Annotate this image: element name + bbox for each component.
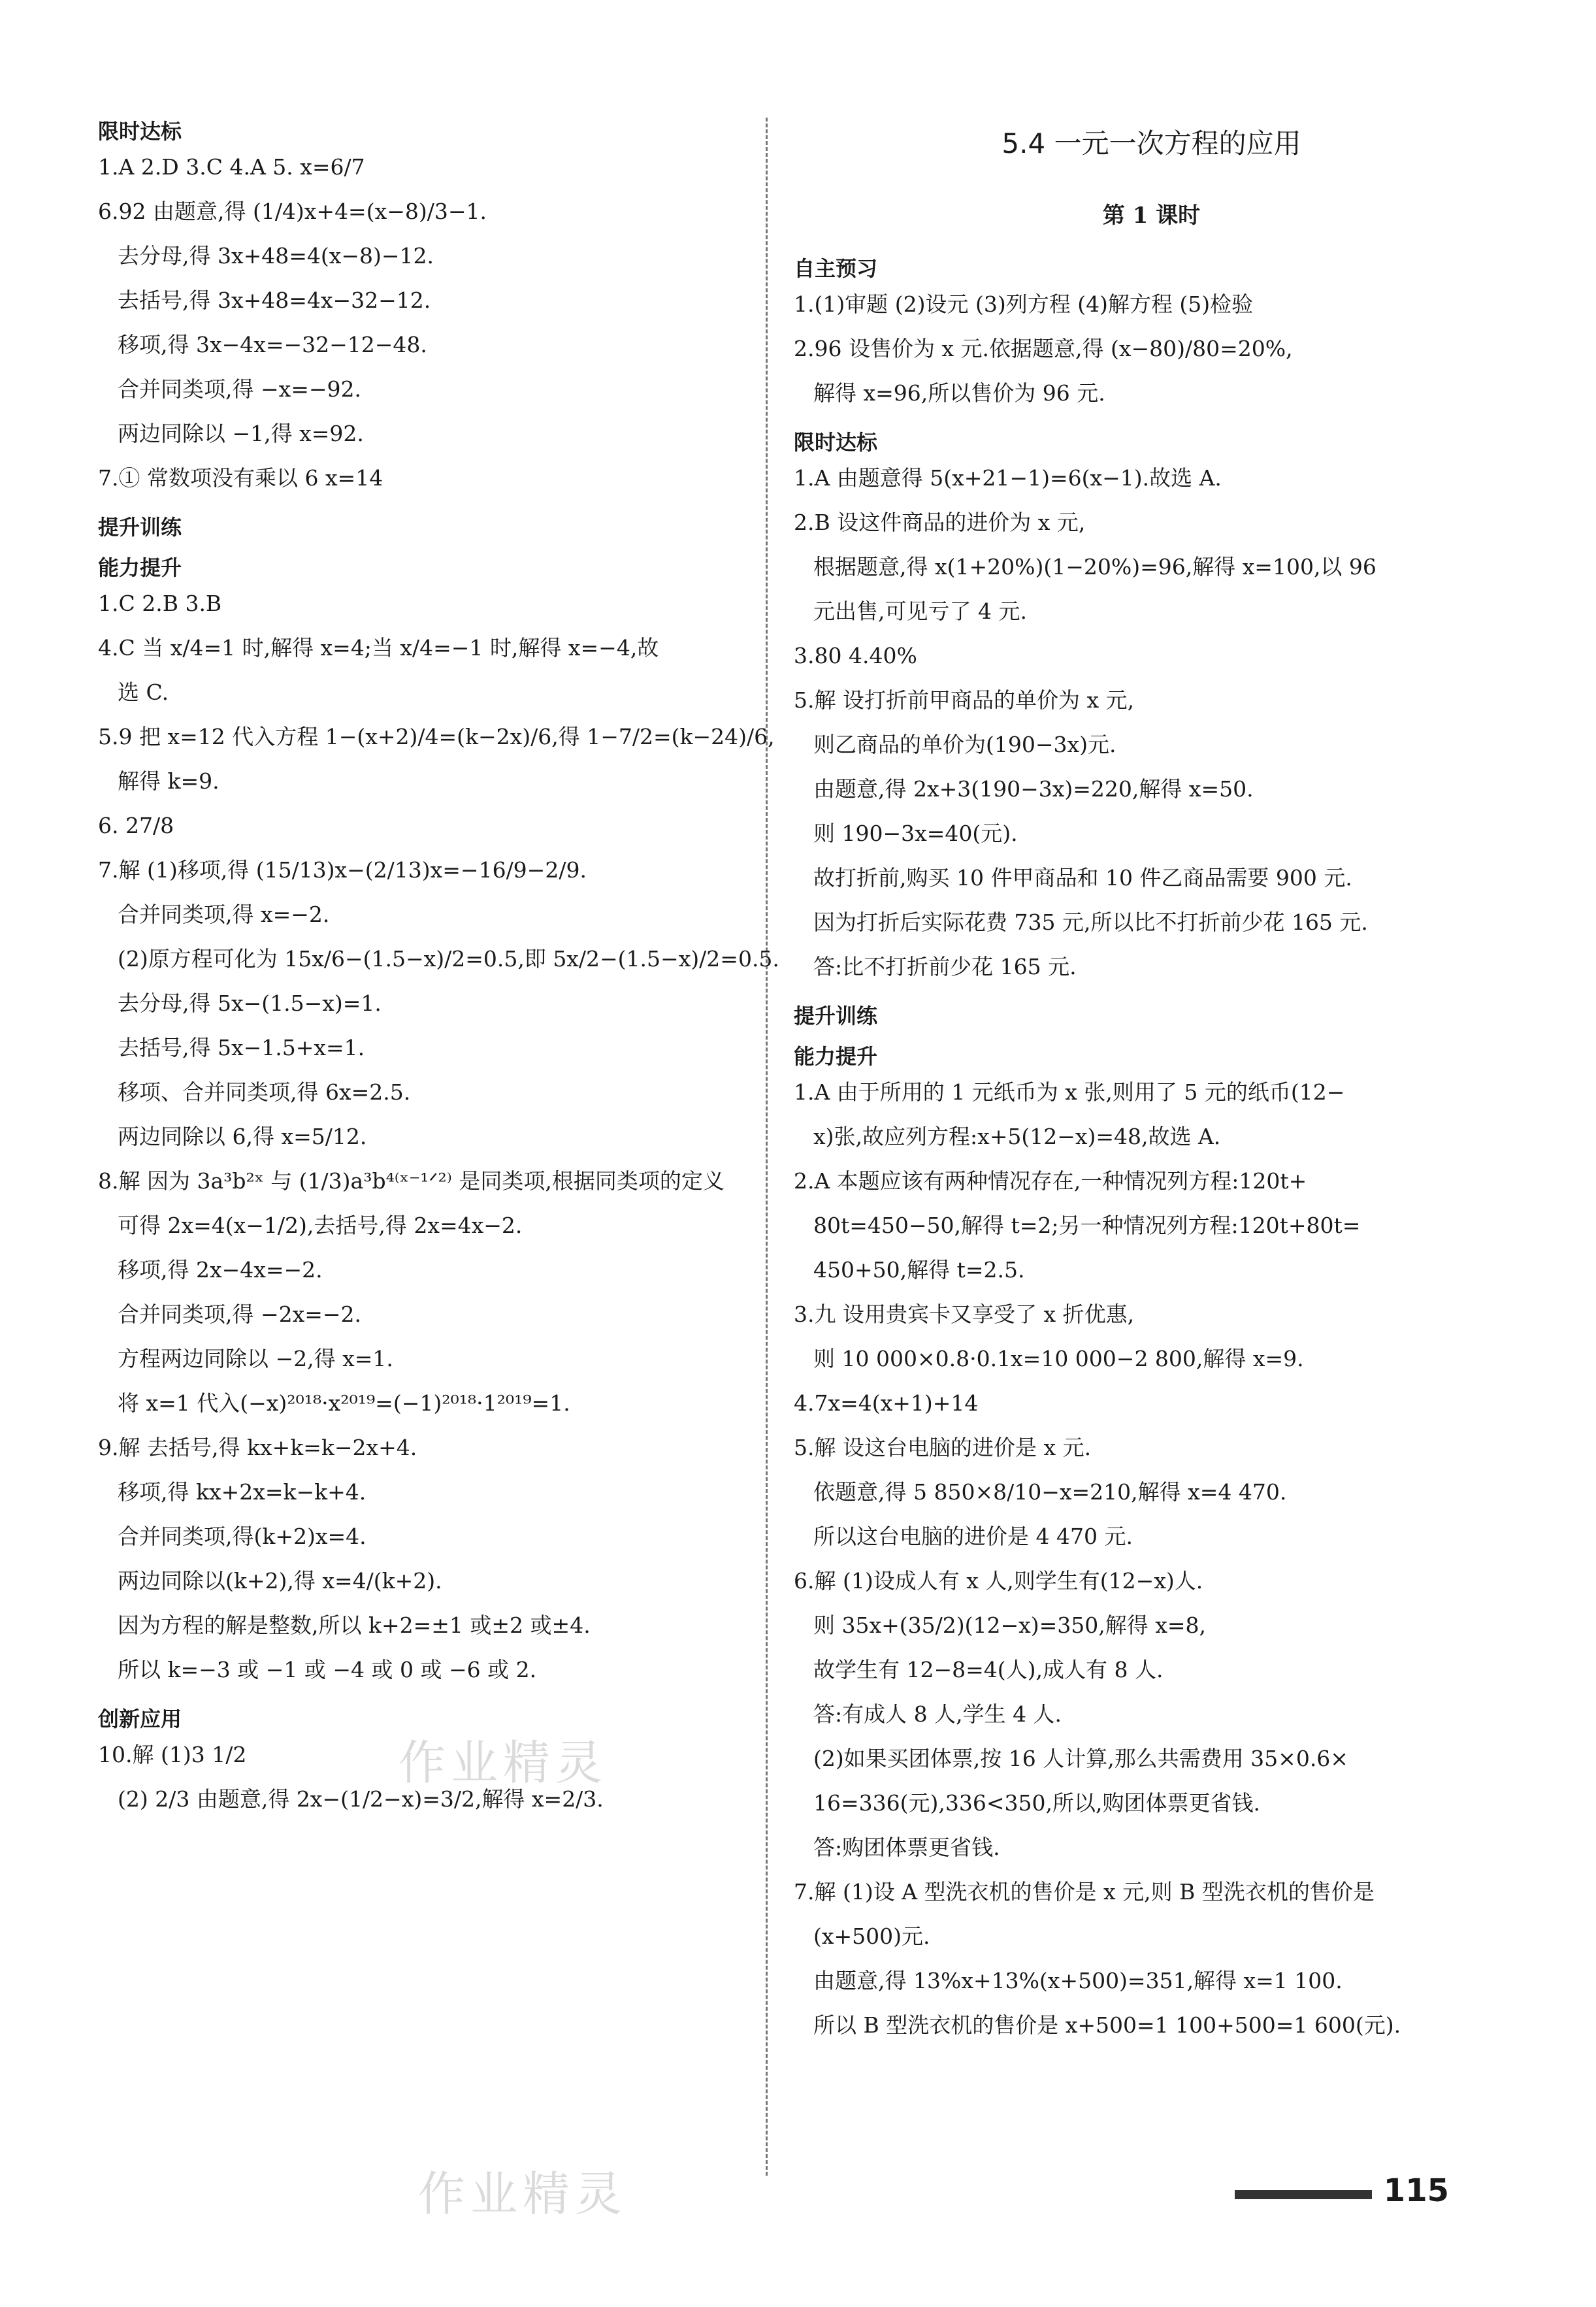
answer-line: 答:比不打折前少花 165 元.: [813, 954, 1077, 979]
answer-line: 所以 B 型洗衣机的售价是 x+500=1 100+500=1 600(元).: [813, 2012, 1401, 2038]
answer-line: 4.C 当 x/4=1 时,解得 x=4;当 x/4=−1 时,解得 x=−4,故: [98, 635, 659, 661]
answer-line: 由题意,得 13%x+13%(x+500)=351,解得 x=1 100.: [813, 1968, 1343, 1993]
answer-line: 因为方程的解是整数,所以 k+2=±1 或±2 或±4.: [118, 1612, 591, 1638]
answer-line: 6.解 (1)设成人有 x 人,则学生有(12−x)人.: [794, 1568, 1203, 1594]
answer-line: 合并同类项,得 −2x=−2.: [118, 1301, 362, 1327]
answer-line: 4.7x=4(x+1)+14: [794, 1390, 979, 1416]
page-number-bar: [1235, 2190, 1372, 2199]
answer-line: 合并同类项,得 −x=−92.: [118, 376, 362, 402]
answer-line: 移项,得 3x−4x=−32−12−48.: [118, 332, 427, 357]
answer-line: (x+500)元.: [813, 1923, 930, 1949]
lesson-subtitle: 第 1 课时: [1102, 203, 1201, 229]
watermark: 作业精灵: [399, 1735, 608, 1790]
answer-line: x)张,故应列方程:x+5(12−x)=48,故选 A.: [813, 1124, 1221, 1149]
answer-line: 可得 2x=4(x−1/2),去括号,得 2x=4x−2.: [118, 1213, 523, 1238]
section-heading: 能力提升: [794, 1044, 878, 1069]
answer-line: 1.A 由题意得 5(x+21−1)=6(x−1).故选 A.: [794, 465, 1222, 491]
answer-line: 5.解 设打折前甲商品的单价为 x 元,: [794, 687, 1135, 713]
section-heading: 提升训练: [794, 1004, 878, 1028]
answer-line: 1.(1)审题 (2)设元 (3)列方程 (4)解方程 (5)检验: [794, 291, 1254, 317]
answer-line: 则乙商品的单价为(190−3x)元.: [813, 732, 1116, 757]
answer-line: 由题意,得 2x+3(190−3x)=220,解得 x=50.: [813, 776, 1254, 802]
answer-line: 1.C 2.B 3.B: [98, 591, 222, 616]
section-heading: 能力提升: [98, 555, 182, 580]
section-heading: 创新应用: [98, 1707, 182, 1731]
answer-line: 5.9 把 x=12 代入方程 1−(x+2)/4=(k−2x)/6,得 1−7/2=(k−24)/6,: [98, 724, 775, 749]
answer-line: 合并同类项,得 x=−2.: [118, 902, 330, 927]
answer-line: 5.解 设这台电脑的进价是 x 元.: [794, 1435, 1092, 1460]
answer-line: 9.解 去括号,得 kx+k=k−2x+4.: [98, 1435, 417, 1460]
answer-line: 故学生有 12−8=4(人),成人有 8 人.: [813, 1657, 1164, 1682]
answer-line: 依题意,得 5 850×8/10−x=210,解得 x=4 470.: [813, 1479, 1287, 1505]
answer-line: 故打折前,购买 10 件甲商品和 10 件乙商品需要 900 元.: [813, 865, 1352, 891]
answer-line: 1.A 2.D 3.C 4.A 5. x=6/7: [98, 154, 365, 180]
column-divider: [766, 118, 768, 2176]
answer-line: 移项、合并同类项,得 6x=2.5.: [118, 1079, 411, 1105]
answer-line: 合并同类项,得(k+2)x=4.: [118, 1524, 366, 1549]
answer-line: 两边同除以(k+2),得 x=4/(k+2).: [118, 1568, 442, 1594]
answer-line: 8.解 因为 3a³b²ˣ 与 (1/3)a³b⁴⁽ˣ⁻¹ᐟ²⁾ 是同类项,根据同类项的定义: [98, 1168, 725, 1194]
answer-line: 7.解 (1)设 A 型洗衣机的售价是 x 元,则 B 型洗衣机的售价是: [794, 1879, 1375, 1905]
answer-line: 10.解 (1)3 1/2: [98, 1742, 247, 1767]
answer-line: 解得 k=9.: [118, 768, 220, 794]
answer-line: 根据题意,得 x(1+20%)(1−20%)=96,解得 x=100,以 96: [813, 554, 1376, 580]
answer-line: 3.80 4.40%: [794, 643, 917, 668]
section-title: 5.4 一元一次方程的应用: [1002, 127, 1301, 159]
answer-line: 移项,得 2x−4x=−2.: [118, 1257, 323, 1283]
section-heading: 自主预习: [794, 256, 878, 281]
watermark-bottom: 作业精灵: [418, 2167, 628, 2221]
answer-line: 方程两边同除以 −2,得 x=1.: [118, 1346, 393, 1371]
answer-line: 去分母,得 3x+48=4(x−8)−12.: [118, 243, 434, 269]
answer-line: 两边同除以 −1,得 x=92.: [118, 421, 364, 446]
answer-line: 所以 k=−3 或 −1 或 −4 或 0 或 −6 或 2.: [118, 1657, 537, 1682]
answer-line: 6. 27/8: [98, 813, 174, 838]
answer-line: 所以这台电脑的进价是 4 470 元.: [813, 1524, 1133, 1549]
answer-line: 去分母,得 5x−(1.5−x)=1.: [118, 990, 382, 1016]
answer-line: 去括号,得 5x−1.5+x=1.: [118, 1035, 365, 1060]
answer-line: 7.① 常数项没有乘以 6 x=14: [98, 465, 383, 491]
page-number: 115: [1383, 2172, 1449, 2209]
answer-line: 选 C.: [118, 679, 169, 705]
answer-line: 去括号,得 3x+48=4x−32−12.: [118, 287, 431, 313]
answer-line: 6.92 由题意,得 (1/4)x+4=(x−8)/3−1.: [98, 199, 487, 224]
answer-line: (2)如果买团体票,按 16 人计算,那么共需费用 35×0.6×: [813, 1746, 1348, 1771]
answer-line: 解得 x=96,所以售价为 96 元.: [813, 380, 1105, 406]
answer-line: 元出售,可见亏了 4 元.: [813, 598, 1027, 624]
answer-line: (2) 2/3 由题意,得 2x−(1/2−x)=3/2,解得 x=2/3.: [118, 1786, 604, 1812]
answer-line: 因为打折后实际花费 735 元,所以比不打折前少花 165 元.: [813, 909, 1368, 935]
section-heading: 限时达标: [98, 119, 182, 144]
answer-line: 7.解 (1)移项,得 (15/13)x−(2/13)x=−16/9−2/9.: [98, 857, 587, 883]
answer-line: 2.96 设售价为 x 元.依据题意,得 (x−80)/80=20%,: [794, 336, 1293, 361]
section-heading: 限时达标: [794, 430, 878, 455]
answer-line: 则 190−3x=40(元).: [813, 821, 1018, 846]
answer-line: 则 35x+(35/2)(12−x)=350,解得 x=8,: [813, 1612, 1206, 1638]
answer-line: 1.A 由于所用的 1 元纸币为 x 张,则用了 5 元的纸币(12−: [794, 1079, 1345, 1105]
answer-line: 移项,得 kx+2x=k−k+4.: [118, 1479, 366, 1505]
right-column: [794, 111, 1509, 2054]
answer-line: 答:有成人 8 人,学生 4 人.: [813, 1701, 1062, 1727]
answer-line: (2)原方程可化为 15x/6−(1.5−x)/2=0.5,即 5x/2−(1.5−x)/2=0.5.: [118, 946, 779, 972]
left-column: [98, 111, 779, 1828]
answer-line: 答:购团体票更省钱.: [813, 1835, 1000, 1860]
answer-line: 将 x=1 代入(−x)²⁰¹⁸·x²⁰¹⁹=(−1)²⁰¹⁸·1²⁰¹⁹=1.: [118, 1390, 570, 1416]
answer-line: 两边同除以 6,得 x=5/12.: [118, 1124, 367, 1149]
answer-line: 16=336(元),336<350,所以,购团体票更省钱.: [813, 1790, 1260, 1816]
answer-line: 3.九 设用贵宾卡又享受了 x 折优惠,: [794, 1301, 1135, 1327]
section-heading: 提升训练: [98, 515, 182, 540]
answer-line: 2.A 本题应该有两种情况存在,一种情况列方程:120t+: [794, 1168, 1307, 1194]
answer-line: 80t=450−50,解得 t=2;另一种情况列方程:120t+80t=: [813, 1213, 1361, 1238]
answer-line: 则 10 000×0.8·0.1x=10 000−2 800,解得 x=9.: [813, 1346, 1304, 1371]
answer-line: 2.B 设这件商品的进价为 x 元,: [794, 510, 1086, 535]
answer-line: 450+50,解得 t=2.5.: [813, 1257, 1025, 1283]
